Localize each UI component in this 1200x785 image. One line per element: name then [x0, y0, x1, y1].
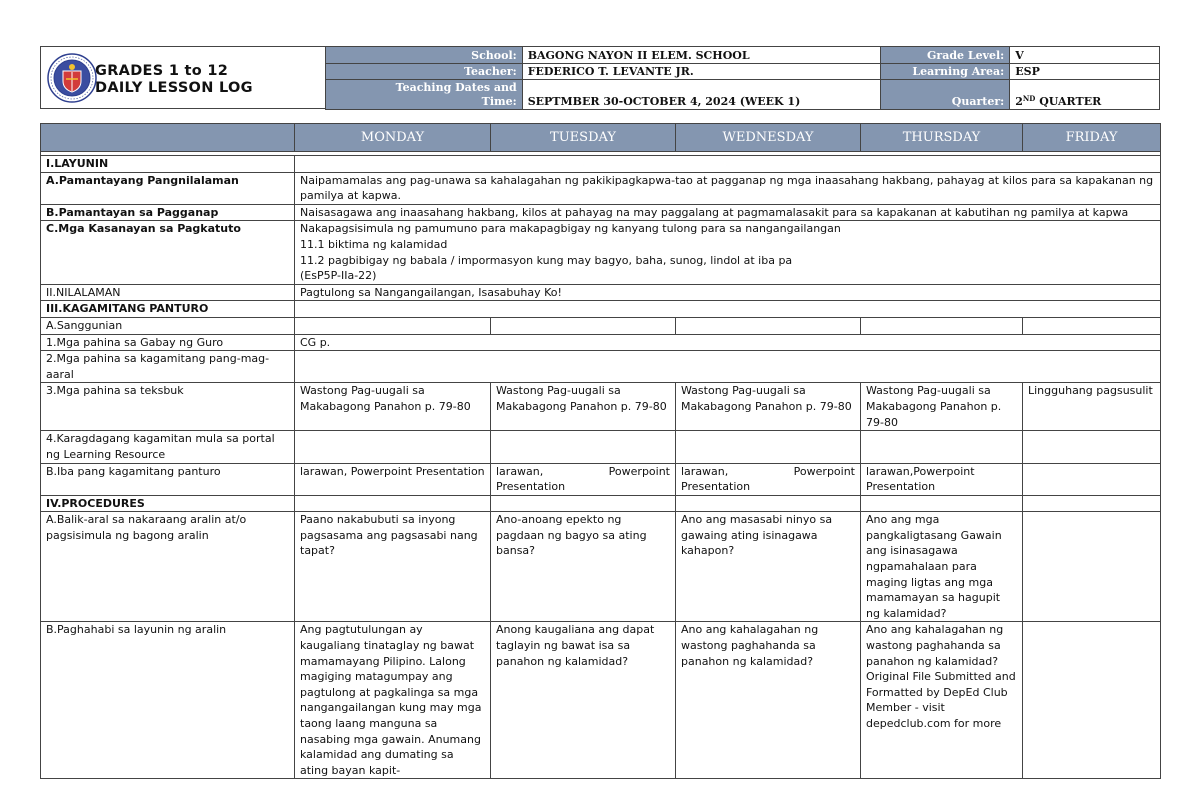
balik-aral-monday: Paano nakabubuti sa inyong pagsasama ang pagsasabi nang tapat? — [295, 512, 491, 622]
teaching-dates-value: SEPTMBER 30-OCTOBER 4, 2024 (WEEK 1) — [522, 80, 881, 110]
quarter-number: 2 — [1015, 95, 1023, 108]
school-value: BAGONG NAYON II ELEM. SCHOOL — [522, 47, 881, 64]
kasanayan-line-1: Nakapagsisimula ng pamumuno para makapagbigay ng kanyang tulong para sa nangangailangan — [300, 222, 841, 236]
paghahabi-thursday: Ano ang kahalagahan ng wastong paghahanda sa panahon ng kalamidad? Original File Submitted and Formatted by DepEd Club Member - visit depedclub.com for more — [861, 622, 1023, 779]
procedures-monday — [295, 495, 491, 512]
row-paghahabi — [41, 622, 1161, 779]
corner-cell — [41, 124, 295, 152]
row-nilalaman — [41, 284, 1161, 301]
row-karagdagang — [41, 431, 1161, 463]
nilalaman-text: Pagtulong sa Nangangailangan, Isasabuhay Ko! — [295, 284, 1161, 301]
balik-aral-wednesday: Ano ang masasabi ninyo sa gawaing ating isinagawa kahapon? — [676, 512, 861, 622]
section-procedures: IV.PROCEDURES — [41, 495, 295, 512]
kasanayan-line-4: (EsP5P-IIa-22) — [300, 269, 377, 283]
paghahabi-wednesday: Ano ang kahalagahan ng wastong paghahanda sa panahon ng kalamidad? — [676, 622, 861, 779]
section-layunin: I.LAYUNIN — [41, 156, 295, 173]
row-procedures — [41, 495, 1161, 512]
deped-seal-icon — [47, 53, 97, 103]
iba-pang-friday — [1023, 463, 1161, 495]
row-gabay-guro — [41, 334, 1161, 351]
iba-pang-tuesday: larawan, Powerpoint Presentation — [491, 463, 676, 495]
log-title — [95, 63, 253, 97]
learning-area-label: Learning Area: — [881, 64, 1010, 80]
day-friday: FRIDAY — [1023, 124, 1161, 152]
balik-aral-friday — [1023, 512, 1161, 622]
pang-mag-aaral-empty — [295, 351, 1161, 383]
teksbuk-monday: Wastong Pag-uugali sa Makabagong Panahon p. 79-80 — [295, 383, 491, 431]
kasanayan-line-2: 11.1 biktima ng kalamidad — [300, 237, 448, 251]
balik-aral-label: A.Balik-aral sa nakaraang aralin at/o pagsisimula ng bagong aralin — [41, 512, 295, 622]
layunin-empty — [295, 156, 1161, 173]
quarter-label: Quarter: — [881, 80, 1010, 110]
gabay-guro-label: 1.Mga pahina sa Gabay ng Guro — [41, 334, 295, 351]
teksbuk-label: 3.Mga pahina sa teksbuk — [41, 383, 295, 431]
daily-lesson-table — [40, 123, 1161, 779]
day-header-row — [41, 124, 1161, 152]
teksbuk-wednesday: Wastong Pag-uugali sa Makabagong Panahon p. 79-80 — [676, 383, 861, 431]
karagdagang-tuesday — [491, 431, 676, 463]
karagdagang-friday — [1023, 431, 1161, 463]
karagdagang-monday — [295, 431, 491, 463]
karagdagang-thursday — [861, 431, 1023, 463]
pamantayan-pagganap-label: B.Pamantayan sa Pagganap — [41, 204, 295, 221]
sanggunian-tuesday — [491, 317, 676, 334]
kagamitang-panturo-empty — [295, 301, 1161, 318]
procedures-wednesday — [676, 495, 861, 512]
procedures-tuesday — [491, 495, 676, 512]
teaching-dates-label — [326, 80, 523, 110]
row-teksbuk — [41, 383, 1161, 431]
day-thursday: THURSDAY — [861, 124, 1023, 152]
day-monday: MONDAY — [295, 124, 491, 152]
lesson-log-header — [40, 46, 1160, 109]
sanggunian-friday — [1023, 317, 1161, 334]
teksbuk-thursday: Wastong Pag-uugali sa Makabagong Panahon p. 79-80 — [861, 383, 1023, 431]
row-pang-mag-aaral — [41, 351, 1161, 383]
paghahabi-tuesday: Anong kaugaliana ang dapat taglayin ng bawat isa sa panahon ng kalamidad? — [491, 622, 676, 779]
quarter-ordinal: ND — [1022, 94, 1036, 103]
procedures-thursday — [861, 495, 1023, 512]
row-iba-pang — [41, 463, 1161, 495]
learning-area-value: ESP — [1010, 64, 1160, 80]
karagdagang-label: 4.Karagdagang kagamitan mula sa portal ng Learning Resource — [41, 431, 295, 463]
kasanayan-line-3: 11.2 pagbibigay ng babala / impormasyon kung may bagyo, baha, sunog, lindol at iba pa — [300, 253, 793, 267]
teaching-dates-label-line2: Time: — [481, 94, 517, 108]
row-sanggunian — [41, 317, 1161, 334]
row-balik-aral — [41, 512, 1161, 622]
sanggunian-monday — [295, 317, 491, 334]
balik-aral-thursday: Ano ang mga pangkaligtasang Gawain ang isinasagawa ngpamahalaan para maging ligtas ang mga mamamayan sa hagupit ng kalamidad? — [861, 512, 1023, 622]
school-label: School: — [326, 47, 523, 64]
paghahabi-friday — [1023, 622, 1161, 779]
grade-level-value: V — [1010, 47, 1160, 64]
row-pamantayan-pagganap — [41, 204, 1161, 221]
pamantayang-pangnilalaman-text: Naipamamalas ang pag-unawa sa kahalagahan ng pakikipagkapwa-tao at pagganap ng mga inaasahang hakbang, pahayag at kilos para sa kapakanan ng pamilya at kapwa. — [295, 172, 1161, 204]
row-kasanayan — [41, 221, 1161, 284]
iba-pang-monday: larawan, Powerpoint Presentation — [295, 463, 491, 495]
teacher-value: FEDERICO T. LEVANTE JR. — [522, 64, 881, 80]
day-tuesday: TUESDAY — [491, 124, 676, 152]
sanggunian-label: A.Sanggunian — [41, 317, 295, 334]
teaching-dates-label-line1: Teaching Dates and — [395, 80, 517, 94]
procedures-friday — [1023, 495, 1161, 512]
kasanayan-label: C.Mga Kasanayan sa Pagkatuto — [41, 221, 295, 284]
iba-pang-label: B.Iba pang kagamitang panturo — [41, 463, 295, 495]
pang-mag-aaral-label: 2.Mga pahina sa kagamitang pang-mag-aaral — [41, 351, 295, 383]
grade-level-label: Grade Level: — [881, 47, 1010, 64]
iba-pang-wednesday: larawan, Powerpoint Presentation — [676, 463, 861, 495]
paghahabi-label: B.Paghahabi sa layunin ng aralin — [41, 622, 295, 779]
iba-pang-thursday: larawan,Powerpoint Presentation — [861, 463, 1023, 495]
quarter-value — [1010, 80, 1160, 110]
kasanayan-text — [295, 221, 1161, 284]
teksbuk-tuesday: Wastong Pag-uugali sa Makabagong Panahon p. 79-80 — [491, 383, 676, 431]
balik-aral-tuesday: Ano-anoang epekto ng pagdaan ng bagyo sa ating bansa? — [491, 512, 676, 622]
teksbuk-friday: Lingguhang pagsusulit — [1023, 383, 1161, 431]
title-line-1: GRADES 1 to 12 — [95, 63, 229, 79]
sanggunian-wednesday — [676, 317, 861, 334]
pamantayang-pangnilalaman-label: A.Pamantayang Pangnilalaman — [41, 172, 295, 204]
nilalaman-label: II.NILALAMAN — [41, 284, 295, 301]
row-pamantayang-pangnilalaman — [41, 172, 1161, 204]
teacher-label: Teacher: — [326, 64, 523, 80]
logo-title-box — [40, 46, 326, 109]
school-info-table — [325, 46, 1160, 110]
title-line-2: DAILY LESSON LOG — [95, 80, 253, 96]
pamantayan-pagganap-text: Naisasagawa ang inaasahang hakbang, kilos at pahayag na may paggalang at pagmamalasakit para sa kapakanan at kabutihan ng pamilya at kapwa — [295, 204, 1161, 221]
section-kagamitang-panturo: III.KAGAMITANG PANTURO — [41, 301, 295, 318]
paghahabi-monday: Ang pagtutulungan ay kaugaliang tinataglay ng bawat mamamayang Pilipino. Lalong magiging matagumpay ang pagtulong at pagkalinga sa mga nangangailangan kung may mga taong laang manguna sa nasabing mga gawain. Anumang kalamidad ang dumating sa ating bayan kapit- — [295, 622, 491, 779]
gabay-guro-monday: CG p. — [295, 334, 1161, 351]
row-kagamitang-panturo — [41, 301, 1161, 318]
quarter-word: QUARTER — [1035, 95, 1102, 108]
row-layunin — [41, 156, 1161, 173]
karagdagang-wednesday — [676, 431, 861, 463]
day-wednesday: WEDNESDAY — [676, 124, 861, 152]
sanggunian-thursday — [861, 317, 1023, 334]
